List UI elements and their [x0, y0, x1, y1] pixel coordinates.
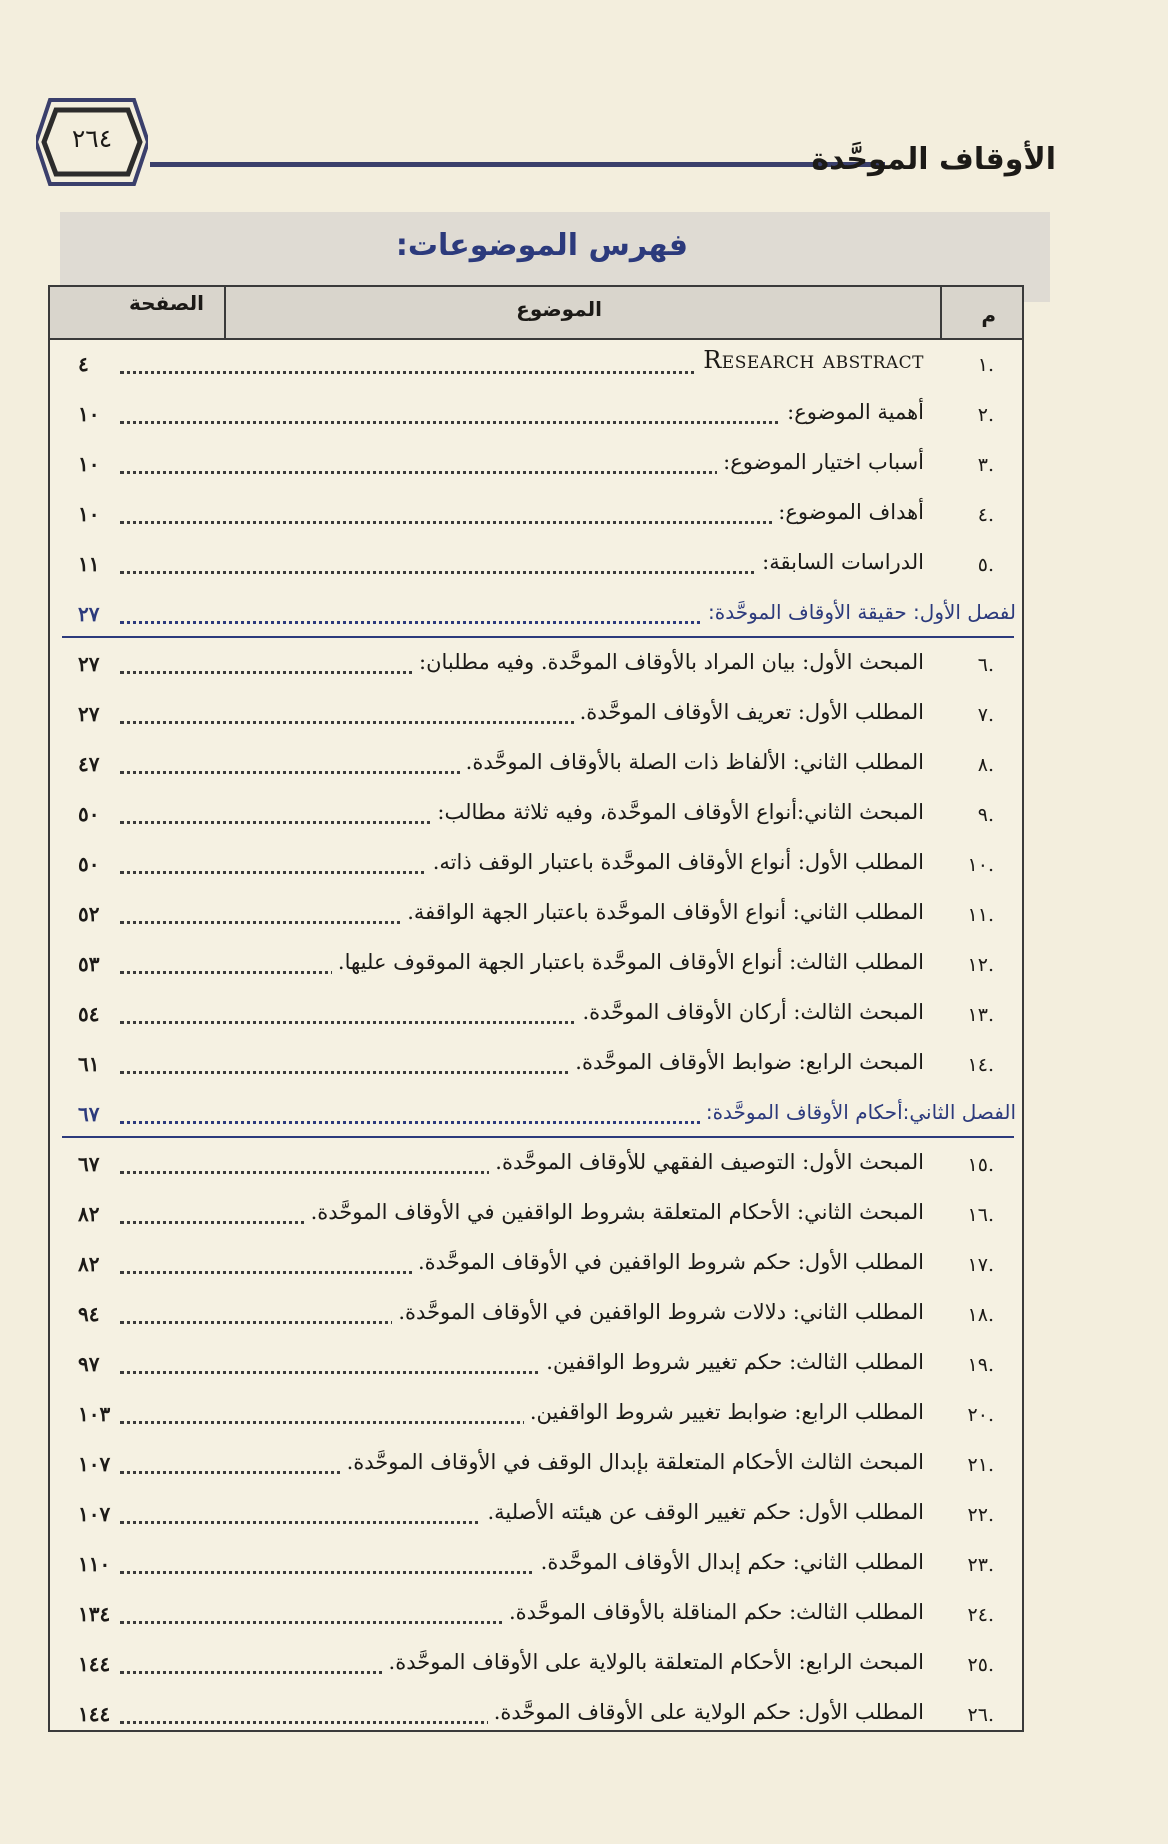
toc-row: [50, 840, 1022, 890]
row-topic: المطلب الثالث: أنواع الأوقاف الموحَّدة باعتبار الجهة الموقوف عليها.: [332, 950, 924, 974]
toc-table: [48, 285, 1024, 1732]
row-topic: المطلب الثاني: أنواع الأوقاف الموحَّدة باعتبار الجهة الواقفة.: [401, 900, 924, 924]
row-number: .٧: [977, 704, 994, 726]
row-page: ١١: [78, 552, 100, 576]
row-page: ٩٧: [78, 1352, 100, 1376]
row-page: ١٠: [78, 402, 100, 426]
dot-leader: [120, 621, 762, 624]
row-number: .٢٣: [967, 1554, 994, 1576]
row-topic: المبحث الرابع: الأحكام المتعلقة بالولاية على الأوقاف الموحَّدة.: [383, 1650, 924, 1674]
header-topic: [224, 287, 940, 338]
row-topic: المطلب الرابع: ضوابط تغيير شروط الواقفين.: [524, 1400, 924, 1424]
row-page: ٤٧: [78, 752, 100, 776]
row-page: ٥٣: [78, 952, 100, 976]
row-number: .١١: [967, 904, 994, 926]
row-number: .١٣: [967, 1004, 994, 1026]
toc-row: [50, 690, 1022, 740]
row-page: ٨٢: [78, 1202, 100, 1226]
row-number: .٢٠: [967, 1404, 994, 1426]
row-number: .١٨: [967, 1304, 994, 1326]
row-page: ٢٧: [78, 602, 100, 626]
toc-row: [50, 1390, 1022, 1440]
row-number: .٤: [977, 504, 994, 526]
header-number: [940, 287, 1022, 338]
row-page: ١١٠: [78, 1552, 111, 1576]
row-page: ٥٢: [78, 902, 100, 926]
row-page: ٦٧: [78, 1152, 100, 1176]
row-topic: المطلب الثاني: حكم إبدال الأوقاف الموحَّدة.: [535, 1550, 924, 1574]
row-number: .٢٤: [967, 1604, 994, 1626]
row-page: ٦٧: [78, 1102, 100, 1126]
row-page: ٤: [78, 352, 89, 376]
row-page: ١٠٧: [78, 1502, 111, 1526]
row-number: .٢٥: [967, 1654, 994, 1676]
row-topic: المطلب الثالث: حكم المناقلة بالأوقاف الموحَّدة.: [503, 1600, 924, 1624]
toc-row: [50, 1440, 1022, 1490]
row-number: .٢١: [967, 1454, 994, 1476]
row-page: ١٤٤: [78, 1702, 111, 1726]
row-topic: المطلب الأول: حكم الولاية على الأوقاف الموحَّدة.: [488, 1700, 924, 1724]
toc-row: [50, 440, 1022, 490]
toc-row: [50, 1240, 1022, 1290]
row-topic: المطلب الثاني: دلالات شروط الواقفين في الأوقاف الموحَّدة.: [392, 1300, 924, 1324]
row-topic: المطلب الأول: حكم شروط الواقفين في الأوقاف الموحَّدة.: [412, 1250, 924, 1274]
row-page: ٥٠: [78, 852, 100, 876]
toc-row: [50, 1040, 1022, 1090]
table-header: [50, 287, 1022, 340]
toc-row: [50, 740, 1022, 790]
toc-rows: [50, 340, 1022, 1740]
toc-row: [50, 390, 1022, 440]
row-page: ٥٤: [78, 1002, 100, 1026]
toc-row: [50, 1540, 1022, 1590]
toc-row: [50, 1490, 1022, 1540]
row-topic: المطلب الأول: حكم تغيير الوقف عن هيئته الأصلية.: [481, 1500, 924, 1524]
row-topic: المبحث الأول: التوصيف الفقهي للأوقاف الموحَّدة.: [489, 1150, 924, 1174]
toc-row: [50, 540, 1022, 590]
header-page-label: الصفحة: [128, 291, 204, 315]
row-number: .٥: [977, 554, 994, 576]
toc-row: [50, 1290, 1022, 1340]
row-number: .١٧: [967, 1254, 994, 1276]
row-page: ٨٢: [78, 1252, 100, 1276]
toc-row: [50, 890, 1022, 940]
row-topic: أهمية الموضوع:: [781, 400, 924, 424]
header-topic-label: الموضوع: [516, 297, 602, 321]
row-topic: المطلب الثاني: الألفاظ ذات الصلة بالأوقاف الموحَّدة.: [460, 750, 924, 774]
toc-row: [50, 940, 1022, 990]
row-topic: أسباب اختيار الموضوع:: [717, 450, 924, 474]
toc-row: [50, 340, 1022, 390]
row-topic: الدراسات السابقة:: [756, 550, 924, 574]
header-rule: [150, 162, 885, 167]
row-number: .٢: [977, 404, 994, 426]
row-number: .٣: [977, 454, 994, 476]
row-topic: الفصل الثاني:أحكام الأوقاف الموحَّدة:: [700, 1100, 1016, 1124]
row-number: .١٩: [967, 1354, 994, 1376]
row-topic: المبحث الثاني:أنواع الأوقاف الموحَّدة، وفيه ثلاثة مطالب:: [431, 800, 924, 824]
row-topic: أهداف الموضوع:: [772, 500, 924, 524]
row-number: .١٢: [967, 954, 994, 976]
header-number-label: م: [981, 303, 996, 327]
toc-row: [50, 1640, 1022, 1690]
book-title: الأوقاف الموحَّدة: [811, 142, 1056, 177]
toc-row: [50, 1590, 1022, 1640]
row-topic: المطلب الأول: تعريف الأوقاف الموحَّدة.: [574, 700, 924, 724]
row-page: ١٤٤: [78, 1652, 111, 1676]
row-page: ٢٧: [78, 652, 100, 676]
row-number: .٨: [977, 754, 994, 776]
chapter-row: [50, 590, 1022, 640]
toc-row: [50, 490, 1022, 540]
row-page: ١٠٣: [78, 1402, 111, 1426]
row-page: ٥٠: [78, 802, 100, 826]
page-number-badge: [36, 92, 148, 192]
row-topic: المبحث الثالث الأحكام المتعلقة بإبدال الوقف في الأوقاف الموحَّدة.: [341, 1450, 924, 1474]
row-page: ١٠: [78, 452, 100, 476]
row-topic: المبحث الرابع: ضوابط الأوقاف الموحَّدة.: [569, 1050, 924, 1074]
row-number: .٢٢: [967, 1504, 994, 1526]
page-number: ٢٦٤: [71, 124, 113, 153]
toc-row: [50, 1690, 1022, 1740]
dot-leader: [120, 1121, 762, 1124]
toc-title: فهرس الموضوعات:: [395, 228, 688, 263]
row-topic: المطلب الأول: أنواع الأوقاف الموحَّدة باعتبار الوقف ذاته.: [427, 850, 924, 874]
row-number: .١٥: [967, 1154, 994, 1176]
row-topic: المبحث الثاني: الأحكام المتعلقة بشروط الواقفين في الأوقاف الموحَّدة.: [305, 1200, 924, 1224]
row-topic: المبحث الأول: بيان المراد بالأوقاف الموحَّدة. وفيه مطلبان:: [413, 650, 924, 674]
row-page: ١٠: [78, 502, 100, 526]
row-topic: لفصل الأول: حقيقة الأوقاف الموحَّدة:: [702, 600, 1016, 624]
row-number: .١٠: [967, 854, 994, 876]
page-header: [0, 0, 1168, 220]
toc-row: [50, 1190, 1022, 1240]
row-number: .١٤: [967, 1054, 994, 1076]
row-topic: Research abstract: [697, 346, 924, 374]
row-page: ٦١: [78, 1052, 100, 1076]
row-number: .١٦: [967, 1204, 994, 1226]
row-page: ٩٤: [78, 1302, 100, 1326]
toc-row: [50, 790, 1022, 840]
row-topic: المطلب الثالث: حكم تغيير شروط الواقفين.: [540, 1350, 924, 1374]
chapter-row: [50, 1090, 1022, 1140]
toc-row: [50, 990, 1022, 1040]
toc-row: [50, 640, 1022, 690]
row-topic: المبحث الثالث: أركان الأوقاف الموحَّدة.: [576, 1000, 924, 1024]
header-page: [50, 287, 224, 338]
row-page: ١٣٤: [78, 1602, 111, 1626]
row-number: .٩: [977, 804, 994, 826]
row-page: ١٠٧: [78, 1452, 111, 1476]
row-number: .١: [977, 354, 994, 376]
row-number: .٦: [977, 654, 994, 676]
row-page: ٢٧: [78, 702, 100, 726]
row-number: .٢٦: [967, 1704, 994, 1726]
toc-row: [50, 1340, 1022, 1390]
toc-row: [50, 1140, 1022, 1190]
